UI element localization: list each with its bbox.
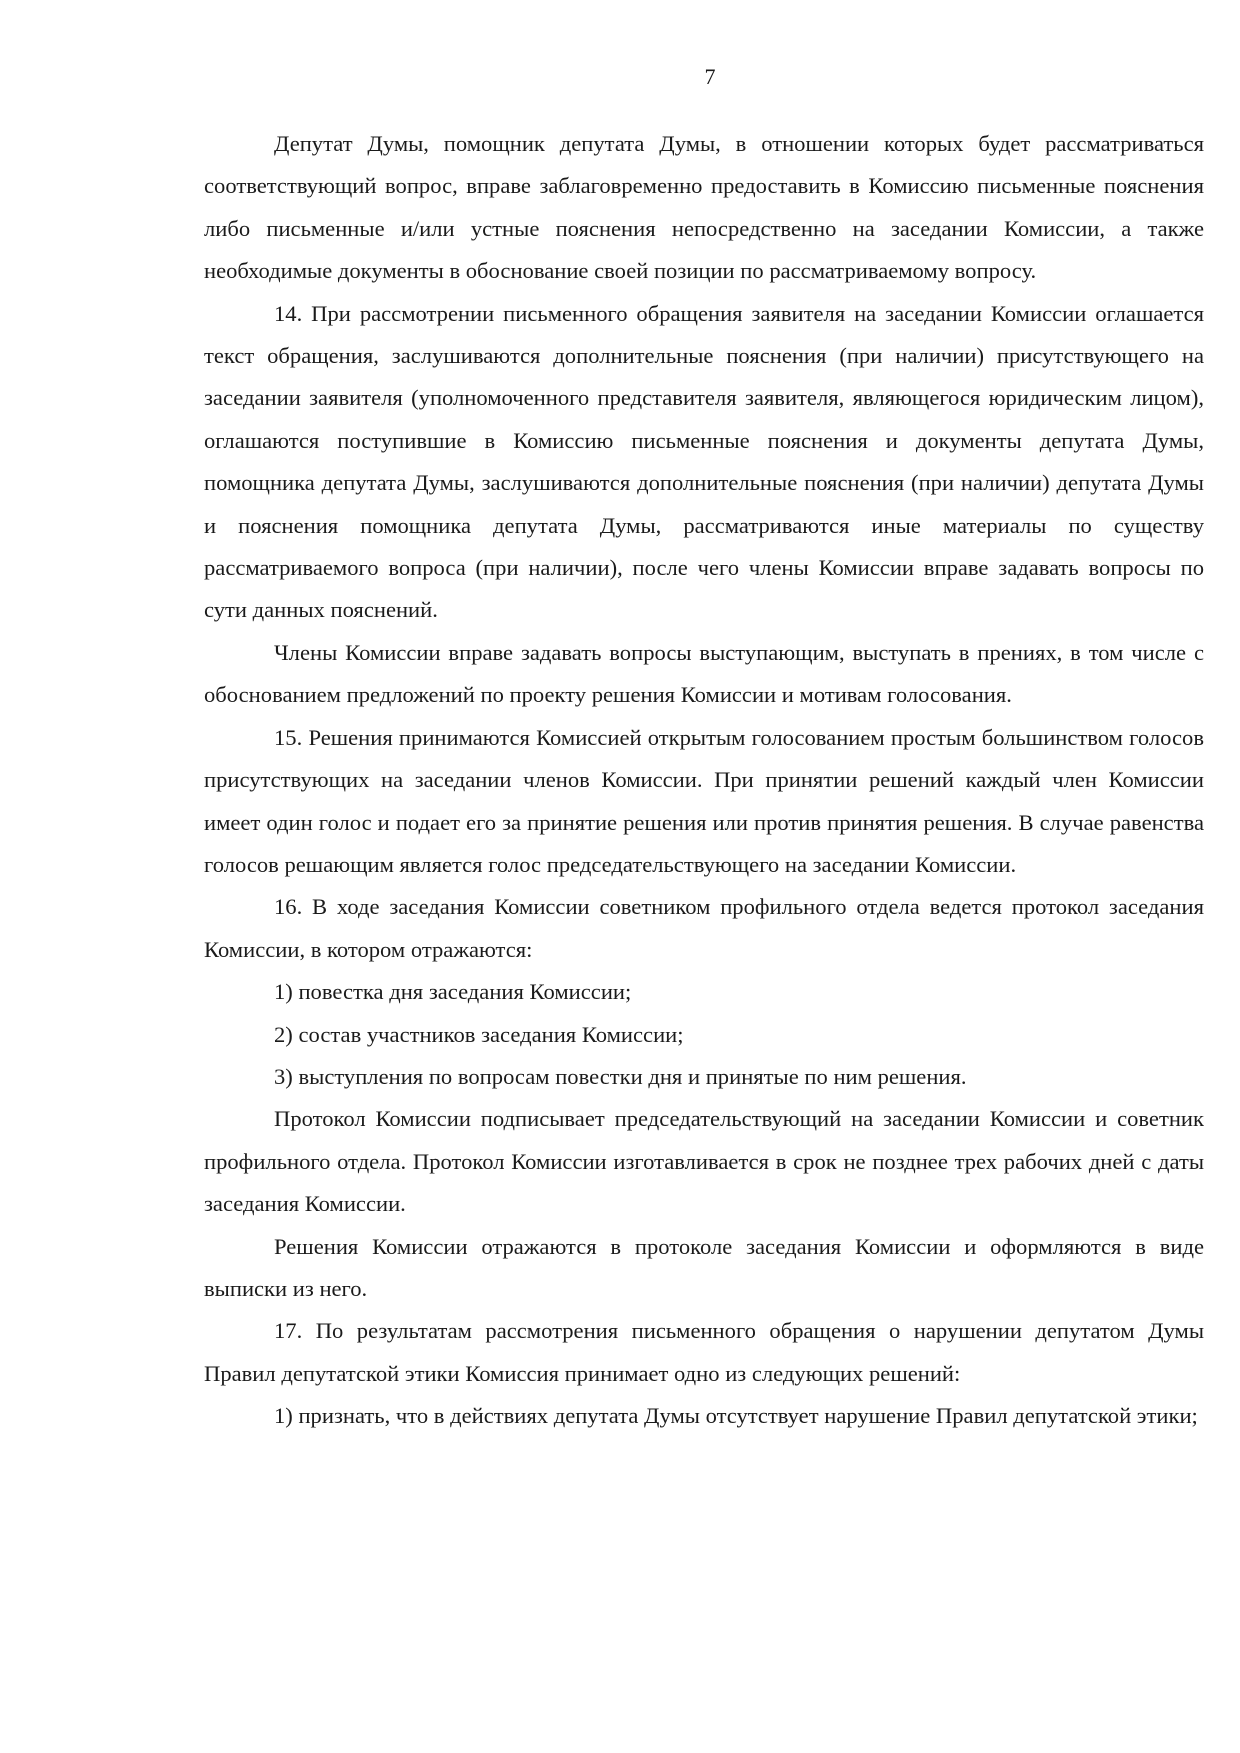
list-item-speeches: 3) выступления по вопросам повестки дня и принятые по ним решения. <box>274 1063 967 1089</box>
paragraph-deputy-explanations: Депутат Думы, помощник депутата Думы, в отношении которых будет рассматриваться соответствующий вопрос, вправе заблаговременно предоставить в Комиссию письменные пояснения либо письменные и/или устные пояснения непосредственно на заседании Комиссии, а также необходимые документы в обоснование своей позиции по рассматриваемому вопросу. <box>204 131 1204 284</box>
document-body <box>204 123 1204 1438</box>
paragraph-item-17: 17. По результатам рассмотрения письменного обращения о нарушении депутатом Думы Правил депутатской этики Комиссия принимает одно из следующих решений: <box>204 1318 1204 1386</box>
list-item-no-violation: 1) признать, что в действиях депутата Думы отсутствует нарушение Правил депутатской этики; <box>274 1403 1198 1429</box>
paragraph-item-14: 14. При рассмотрении письменного обращения заявителя на заседании Комиссии оглашается текст обращения, заслушиваются дополнительные пояснения (при наличии) присутствующего на заседании заявителя (уполномоченного представителя заявителя, являющегося юридическим лицом), оглашаются поступившие в Комиссию письменные пояснения и документы депутата Думы, помощника депутата Думы, заслушиваются дополнительные пояснения (при наличии) депутата Думы и пояснения помощника депутата Думы, рассматриваются иные материалы по существу рассматриваемого вопроса (при наличии), после чего члены Комиссии вправе задавать вопросы по сути данных пояснений. <box>204 300 1204 623</box>
paragraph-decisions-extract: Решения Комиссии отражаются в протоколе заседания Комиссии и оформляются в виде выписки из него. <box>204 1233 1204 1301</box>
page-number: 7 <box>704 64 716 89</box>
paragraph-commission-questions: Члены Комиссии вправе задавать вопросы выступающим, выступать в прениях, в том числе с обоснованием предложений по проекту решения Комиссии и мотивам голосования. <box>204 639 1204 708</box>
paragraph-item-15: 15. Решения принимаются Комиссией открытым голосованием простым большинством голосов присутствующих на заседании членов Комиссии. При принятии решений каждый член Комиссии имеет один голос и подает его за принятие решения или против принятия решения. В случае равенства голосов решающим является голос председательствующего на заседании Комиссии. <box>204 724 1204 877</box>
paragraph-protocol-signing: Протокол Комиссии подписывает председательствующий на заседании Комиссии и советник профильного отдела. Протокол Комиссии изготавливается в срок не позднее трех рабочих дней с даты заседания Комиссии. <box>204 1106 1204 1217</box>
list-item-agenda: 1) повестка дня заседания Комиссии; <box>274 979 632 1005</box>
list-item-participants: 2) состав участников заседания Комиссии; <box>274 1021 684 1047</box>
paragraph-item-16: 16. В ходе заседания Комиссии советником профильного отдела ведется протокол заседания Комиссии, в котором отражаются: <box>204 894 1204 962</box>
